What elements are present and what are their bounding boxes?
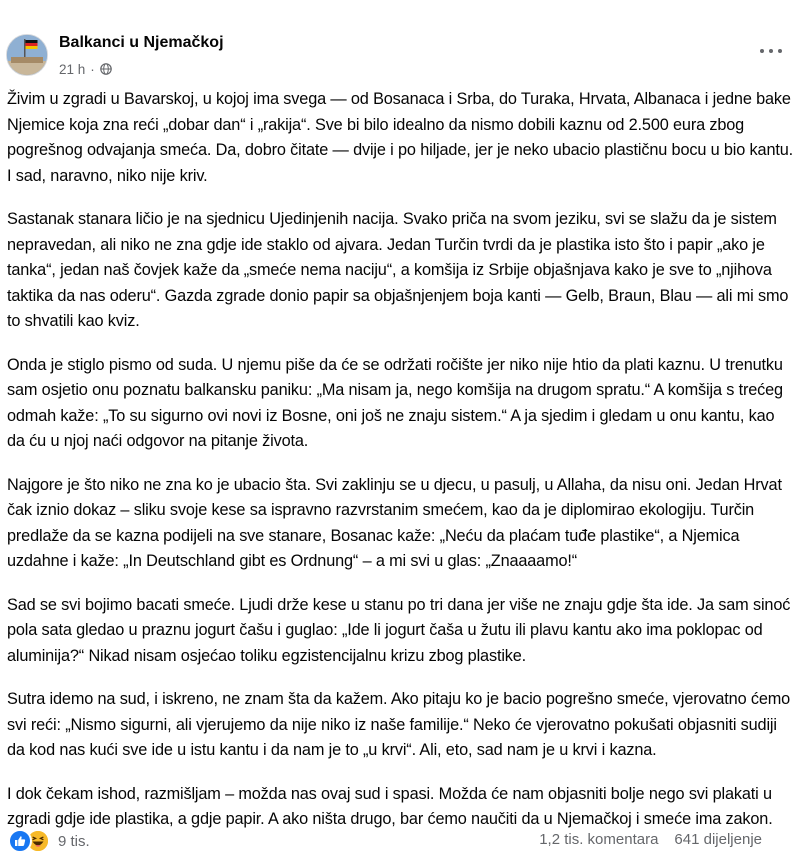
post-paragraph: Onda je stiglo pismo od suda. U njemu piše da će se održati ročište jer niko nije htio da plati kaznu. U trenutku sam osjetio onu poznatu balkansku paniku: „Ma nisam ja, nego komšija na drugom spratu.“ A komšija s trećeg odmah kaže: „To su sigurno ovi novi iz Bosne, oni još ne znaju sistem.“ A ja sjedim i gledam u onu kantu, kao da ću u njoj naći odgovor na pitanje života. [7, 355, 783, 450]
meta-separator: · [90, 61, 95, 77]
engagement-counts [539, 831, 762, 848]
post-paragraph: I dok čekam ishod, razmišljam – možda nas ovaj sud i spasi. Možda će nam objasniti bolje nego svi plakati u zgradi gdje ide plastika, a gdje papir. A ako ništa drugo, bar ćemo naučiti da u Njemačkoj i smeće ima zakon. [7, 784, 773, 828]
more-dot [760, 49, 764, 53]
post-meta [59, 60, 112, 78]
more-dot [769, 49, 773, 53]
post-paragraph: Sastanak stanara ličio je na sjednicu Ujedinjenih nacija. Svako priča na svom jeziku, svi se slažu da je sistem nepravedan, ali niko ne zna gdje ide staklo od ajvara. Jedan Turčin tvrdi da je plastika isto što i papir „ako je tanka“, jedan naš čovjek kaže da „smeće nema naciju“, a komšija iz Srbije objašnjava kako je sve to „njihova taktika da nas oderu“. Gazda zgrade donio papir sa objašnjenjem boja kanti — Gelb, Braun, Blau — ali mi smo to shvatili kao kviz. [7, 210, 789, 330]
page-avatar[interactable] [6, 34, 48, 76]
like-reaction-icon [8, 829, 32, 853]
reactions-count: 9 tis. [58, 832, 90, 850]
post-paragraph: Najgore je što niko ne zna ko je ubacio šta. Svi zaklinju se u djecu, u pasulj, u Allaha, da nisu oni. Jedan Hrvat čak iznio dokaz – sliku svoje kese sa ispravno razvrstanim smećem, kao da je diplomirao ekologiju. Turčin predlaže da se kazna podijeli na sve stanare, Bosanac kaže: „Neću da plaćam tuđe plastike“, a Njemica uzdahne i kaže: „In Deutschland gibt es Ordnung“ – a mi svi u glas: „Znaaaamo!“ [7, 475, 782, 570]
post-footer [0, 827, 800, 857]
page-avatar-image [7, 35, 47, 75]
reactions-summary[interactable] [8, 829, 90, 853]
post-body [7, 87, 793, 851]
post-header [0, 26, 800, 86]
comments-count-link[interactable]: 1,2 tis. komentara [539, 831, 659, 848]
globe-icon[interactable] [100, 63, 112, 75]
post-paragraph: Sad se svi bojimo bacati smeće. Ljudi drže kese u stanu po tri dana jer više ne znaju gdje šta ide. Ja sam sinoć pola sata gledao u praznu jogurt čašu i guglao: „Ide li jogurt čaša u žutu ili plavu kantu ako ima poklopac od aluminija?“ Nikad nisam osjećao toliku egzistencijalnu krizu zbog plastike. [7, 595, 791, 665]
shares-count-link[interactable]: 641 dijeljenje [674, 831, 762, 848]
post-paragraph: Živim u zgradi u Bavarskoj, u kojoj ima svega — od Bosanaca i Srba, do Turaka, Hrvata, Albanaca i jedne bake Njemice koja zna reći „dobar dan“ i „rakija“. Sve bi bilo idealno da nismo dobili kaznu od 2.500 eura zbog pogrešnog odvajanja smeća. Da, dobro čitate — dvije i po hiljade, jer je neko ubacio plastičnu bocu u bio kantu. I sad, naravno, niko nije kriv. [7, 90, 793, 185]
post-timestamp[interactable]: 21 h [59, 61, 86, 77]
page-name-link[interactable]: Balkanci u Njemačkoj [59, 34, 224, 51]
more-dot [778, 49, 782, 53]
post-paragraph: Sutra idemo na sud, i iskreno, ne znam šta da kažem. Ako pitaju ko je bacio pogrešno smeće, vjerovatno ćemo svi reći: „Nismo sigurni, ali vjerujemo da nije niko iz naše familije.“ Neko će vjerovatno pokušati objasniti sudiji da kod nas kući sve ide u istu kantu i da nam je to „u krvi“. Ali, eto, sad nam je u krvi i kazna. [7, 690, 791, 759]
more-options-icon[interactable] [760, 44, 782, 58]
